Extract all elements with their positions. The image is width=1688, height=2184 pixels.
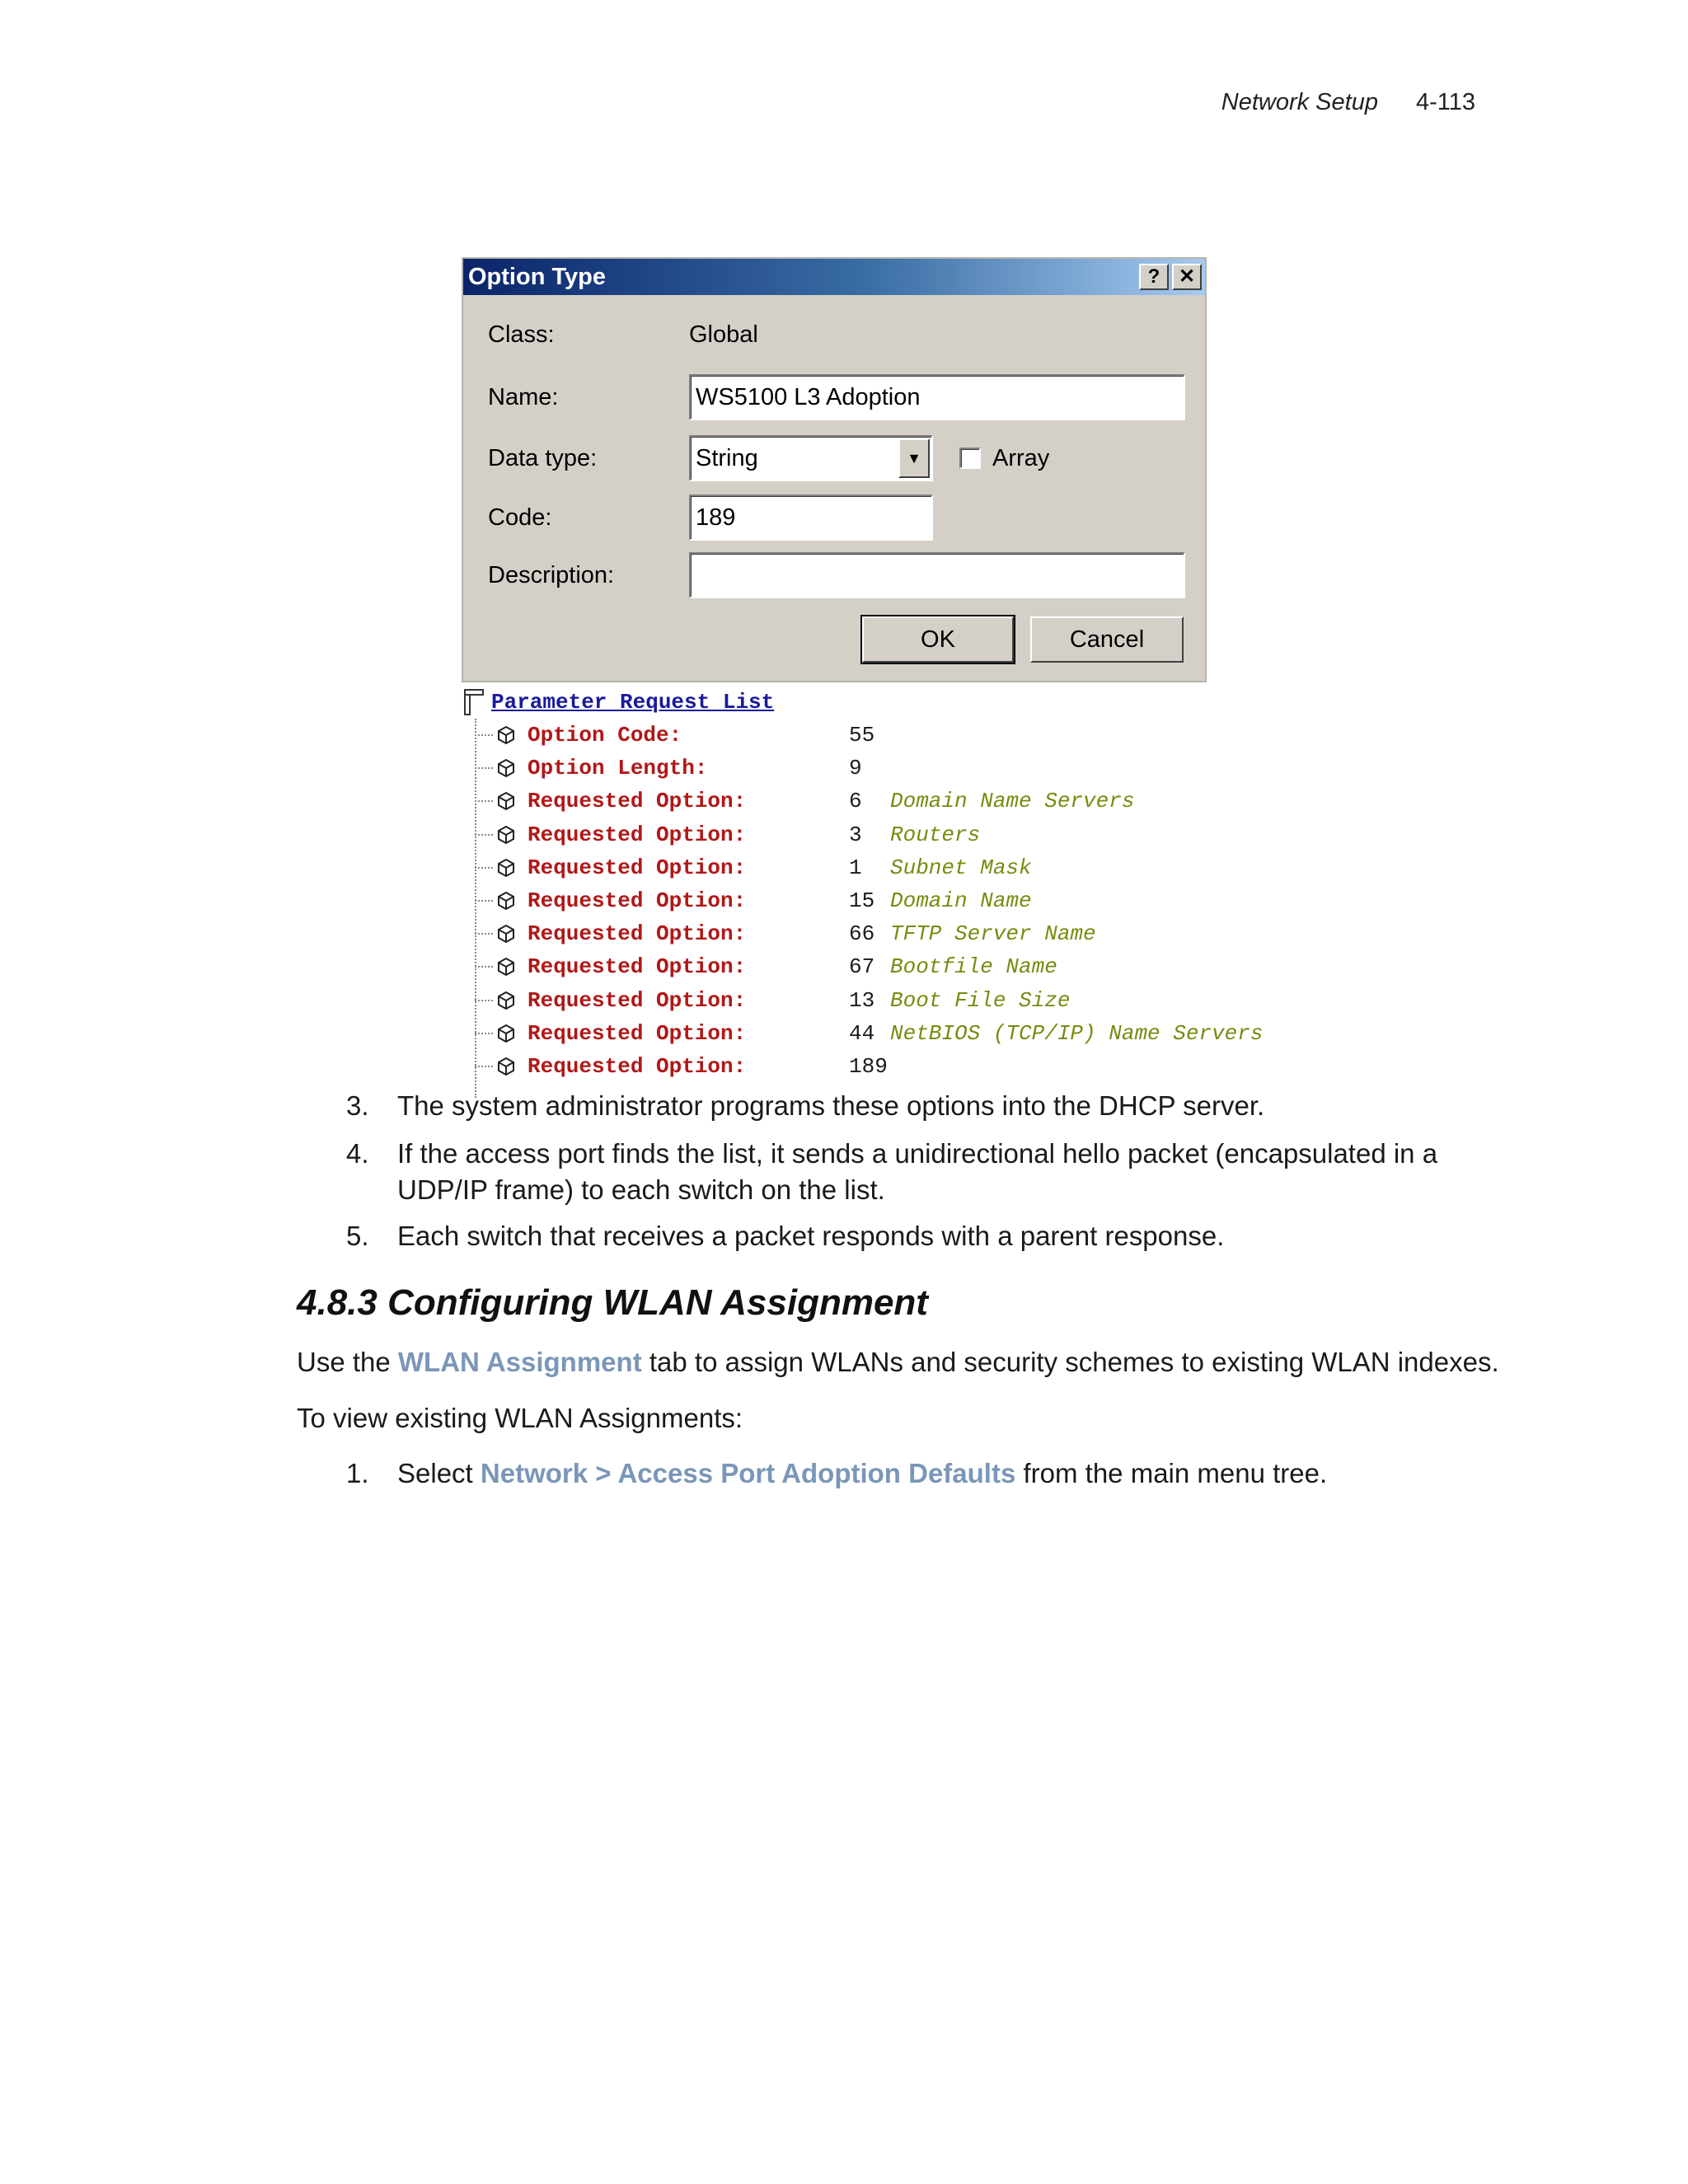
code-input[interactable]: 189: [689, 494, 933, 541]
tree-item-value: 9: [849, 756, 862, 781]
tree-item-description: TFTP Server Name: [890, 921, 1096, 947]
tree-item-value: 44: [849, 1020, 875, 1046]
page-number: 4-113: [1415, 89, 1475, 115]
tree-item[interactable]: [462, 719, 1385, 752]
tree-item-label: Option Length:: [528, 756, 708, 781]
code-row: [488, 494, 933, 541]
tree-item-value: 15: [849, 888, 875, 914]
tree-item-description: NetBIOS (TCP/IP) Name Servers: [890, 1020, 1264, 1046]
page-header: [1154, 89, 1475, 116]
packet-field-icon: [496, 825, 516, 845]
tree-item-label: Requested Option:: [528, 987, 747, 1013]
header-section: Network Setup: [1221, 89, 1378, 115]
step-number: 3.: [346, 1090, 369, 1121]
tree-connector-dots: [475, 1033, 493, 1034]
packet-field-icon: [496, 758, 516, 778]
dialog-title: Option Type: [468, 263, 607, 290]
tree-item-label: Requested Option:: [528, 822, 747, 847]
tree-item[interactable]: [462, 1017, 1385, 1050]
class-label: Class:: [488, 321, 555, 348]
tree-connector-dots: [475, 966, 493, 968]
tree-connector-dots: [475, 900, 493, 902]
packet-field-icon: [496, 924, 516, 944]
tree-root[interactable]: [462, 686, 1385, 719]
paragraph-wlan-assignment: [297, 1347, 1500, 1378]
tree-item-value: 1: [849, 855, 862, 880]
wlan-assignment-link[interactable]: WLAN Assignment: [397, 1347, 642, 1377]
close-button[interactable]: ✕: [1172, 264, 1202, 290]
packet-field-icon: [496, 791, 516, 811]
tree-connector-dots: [475, 867, 493, 869]
datatype-value: String: [696, 444, 758, 471]
tree-item-label: Requested Option:: [528, 855, 747, 880]
tree-connector-dots: [475, 1000, 493, 1001]
tree-item[interactable]: [462, 752, 1385, 785]
tree-item[interactable]: [462, 785, 1385, 818]
step-4: [346, 1136, 1500, 1208]
step-number: 4.: [346, 1138, 369, 1169]
description-input[interactable]: [689, 552, 1185, 598]
step-3: [346, 1088, 1500, 1124]
name-row: [488, 374, 1185, 420]
step-5: [346, 1218, 1500, 1254]
step-text: Each switch that receives a packet responds with a parent response.: [397, 1221, 1225, 1251]
packet-field-icon: [496, 1057, 516, 1076]
chevron-down-icon[interactable]: ▼: [898, 438, 930, 478]
step-post: from the main menu tree.: [1015, 1458, 1328, 1488]
help-button[interactable]: ?: [1139, 264, 1169, 290]
description-row: [488, 552, 1185, 598]
tree-item-value: 13: [849, 987, 875, 1013]
tree-connector-dots: [475, 800, 493, 802]
tree-item-label: Option Code:: [528, 723, 682, 748]
tree-item[interactable]: [462, 851, 1385, 884]
name-input[interactable]: WS5100 L3 Adoption: [689, 374, 1185, 420]
tree-item[interactable]: [462, 984, 1385, 1017]
cancel-button[interactable]: Cancel: [1030, 616, 1184, 663]
datatype-select[interactable]: [689, 435, 933, 481]
tree-item-label: Requested Option:: [528, 1020, 747, 1046]
tree-item-value: 66: [849, 921, 875, 947]
tree-item-description: Boot File Size: [890, 987, 1071, 1013]
array-label: Array: [992, 444, 1050, 471]
tree-item-description: Domain Name: [890, 888, 1032, 914]
para-text: tab to assign WLANs and security schemes to existing WLAN indexes.: [641, 1347, 1499, 1377]
array-checkbox[interactable]: [959, 448, 981, 469]
step-text: [397, 1455, 1327, 1492]
step-text: The system administrator programs these options into the DHCP server.: [397, 1090, 1265, 1121]
option-type-dialog: [462, 257, 1207, 682]
tree-item-value: 67: [849, 954, 875, 980]
tree-item-value: 55: [849, 723, 875, 748]
step-text: If the access port finds the list, it sends a unidirectional hello packet (encapsulated in a UDP/IP frame) to each switch on the list.: [397, 1138, 1438, 1205]
tree-item-description: Subnet Mask: [890, 855, 1032, 880]
tree-item[interactable]: [462, 917, 1385, 950]
tree-item-description: Domain Name Servers: [890, 789, 1135, 814]
folder-tree-icon: [462, 688, 486, 716]
class-row: [488, 321, 758, 349]
section-heading: 4.8.3 Configuring WLAN Assignment: [297, 1282, 928, 1323]
tree-item[interactable]: [462, 884, 1385, 917]
datatype-label: Data type:: [488, 444, 598, 471]
name-label: Name:: [488, 383, 559, 410]
tree-item[interactable]: [462, 818, 1385, 851]
paragraph-view-assignments: To view existing WLAN Assignments:: [297, 1403, 743, 1433]
tree-connector-dots: [475, 1066, 493, 1067]
tree-root-label: Parameter Request List: [491, 690, 775, 715]
datatype-row: [488, 435, 1049, 481]
ok-button[interactable]: OK: [862, 616, 1014, 663]
packet-field-icon: [496, 858, 516, 878]
tree-item-label: Requested Option:: [528, 789, 747, 814]
tree-item-value: 3: [849, 822, 862, 847]
tree-item-label: Requested Option:: [528, 888, 747, 914]
tree-item-label: Requested Option:: [528, 921, 747, 947]
step-pre: Select: [397, 1458, 481, 1488]
tree-item-description: Bootfile Name: [890, 954, 1057, 980]
tree-connector-dots: [475, 767, 493, 769]
packet-field-icon: [496, 957, 516, 977]
description-label: Description:: [488, 561, 615, 588]
packet-field-icon: [496, 725, 516, 745]
tree-item-label: Requested Option:: [528, 1053, 747, 1079]
step-number: 1.: [346, 1458, 369, 1488]
dialog-titlebar: [463, 259, 1205, 295]
step-number: 5.: [346, 1221, 369, 1251]
tree-item[interactable]: [462, 950, 1385, 983]
class-value: Global: [689, 321, 758, 348]
packet-field-icon: [496, 891, 516, 911]
menu-path-link[interactable]: Network > Access Port Adoption Defaults: [480, 1458, 1016, 1488]
tree-connector-dots: [475, 734, 493, 736]
para-text: Use the: [297, 1347, 398, 1377]
packet-field-icon: [496, 1024, 516, 1043]
tree-item[interactable]: [462, 1050, 1385, 1083]
tree-item-description: Routers: [890, 822, 981, 847]
tree-connector-dots: [475, 933, 493, 935]
code-label: Code:: [488, 504, 552, 531]
packet-field-icon: [496, 991, 516, 1010]
tree-item-label: Requested Option:: [528, 954, 747, 980]
tree-item-value: 6: [849, 789, 862, 814]
parameter-request-tree: [462, 686, 1385, 1083]
tree-connector-dots: [475, 834, 493, 836]
tree-item-value: 189: [849, 1053, 888, 1079]
step-1: [346, 1455, 1500, 1492]
